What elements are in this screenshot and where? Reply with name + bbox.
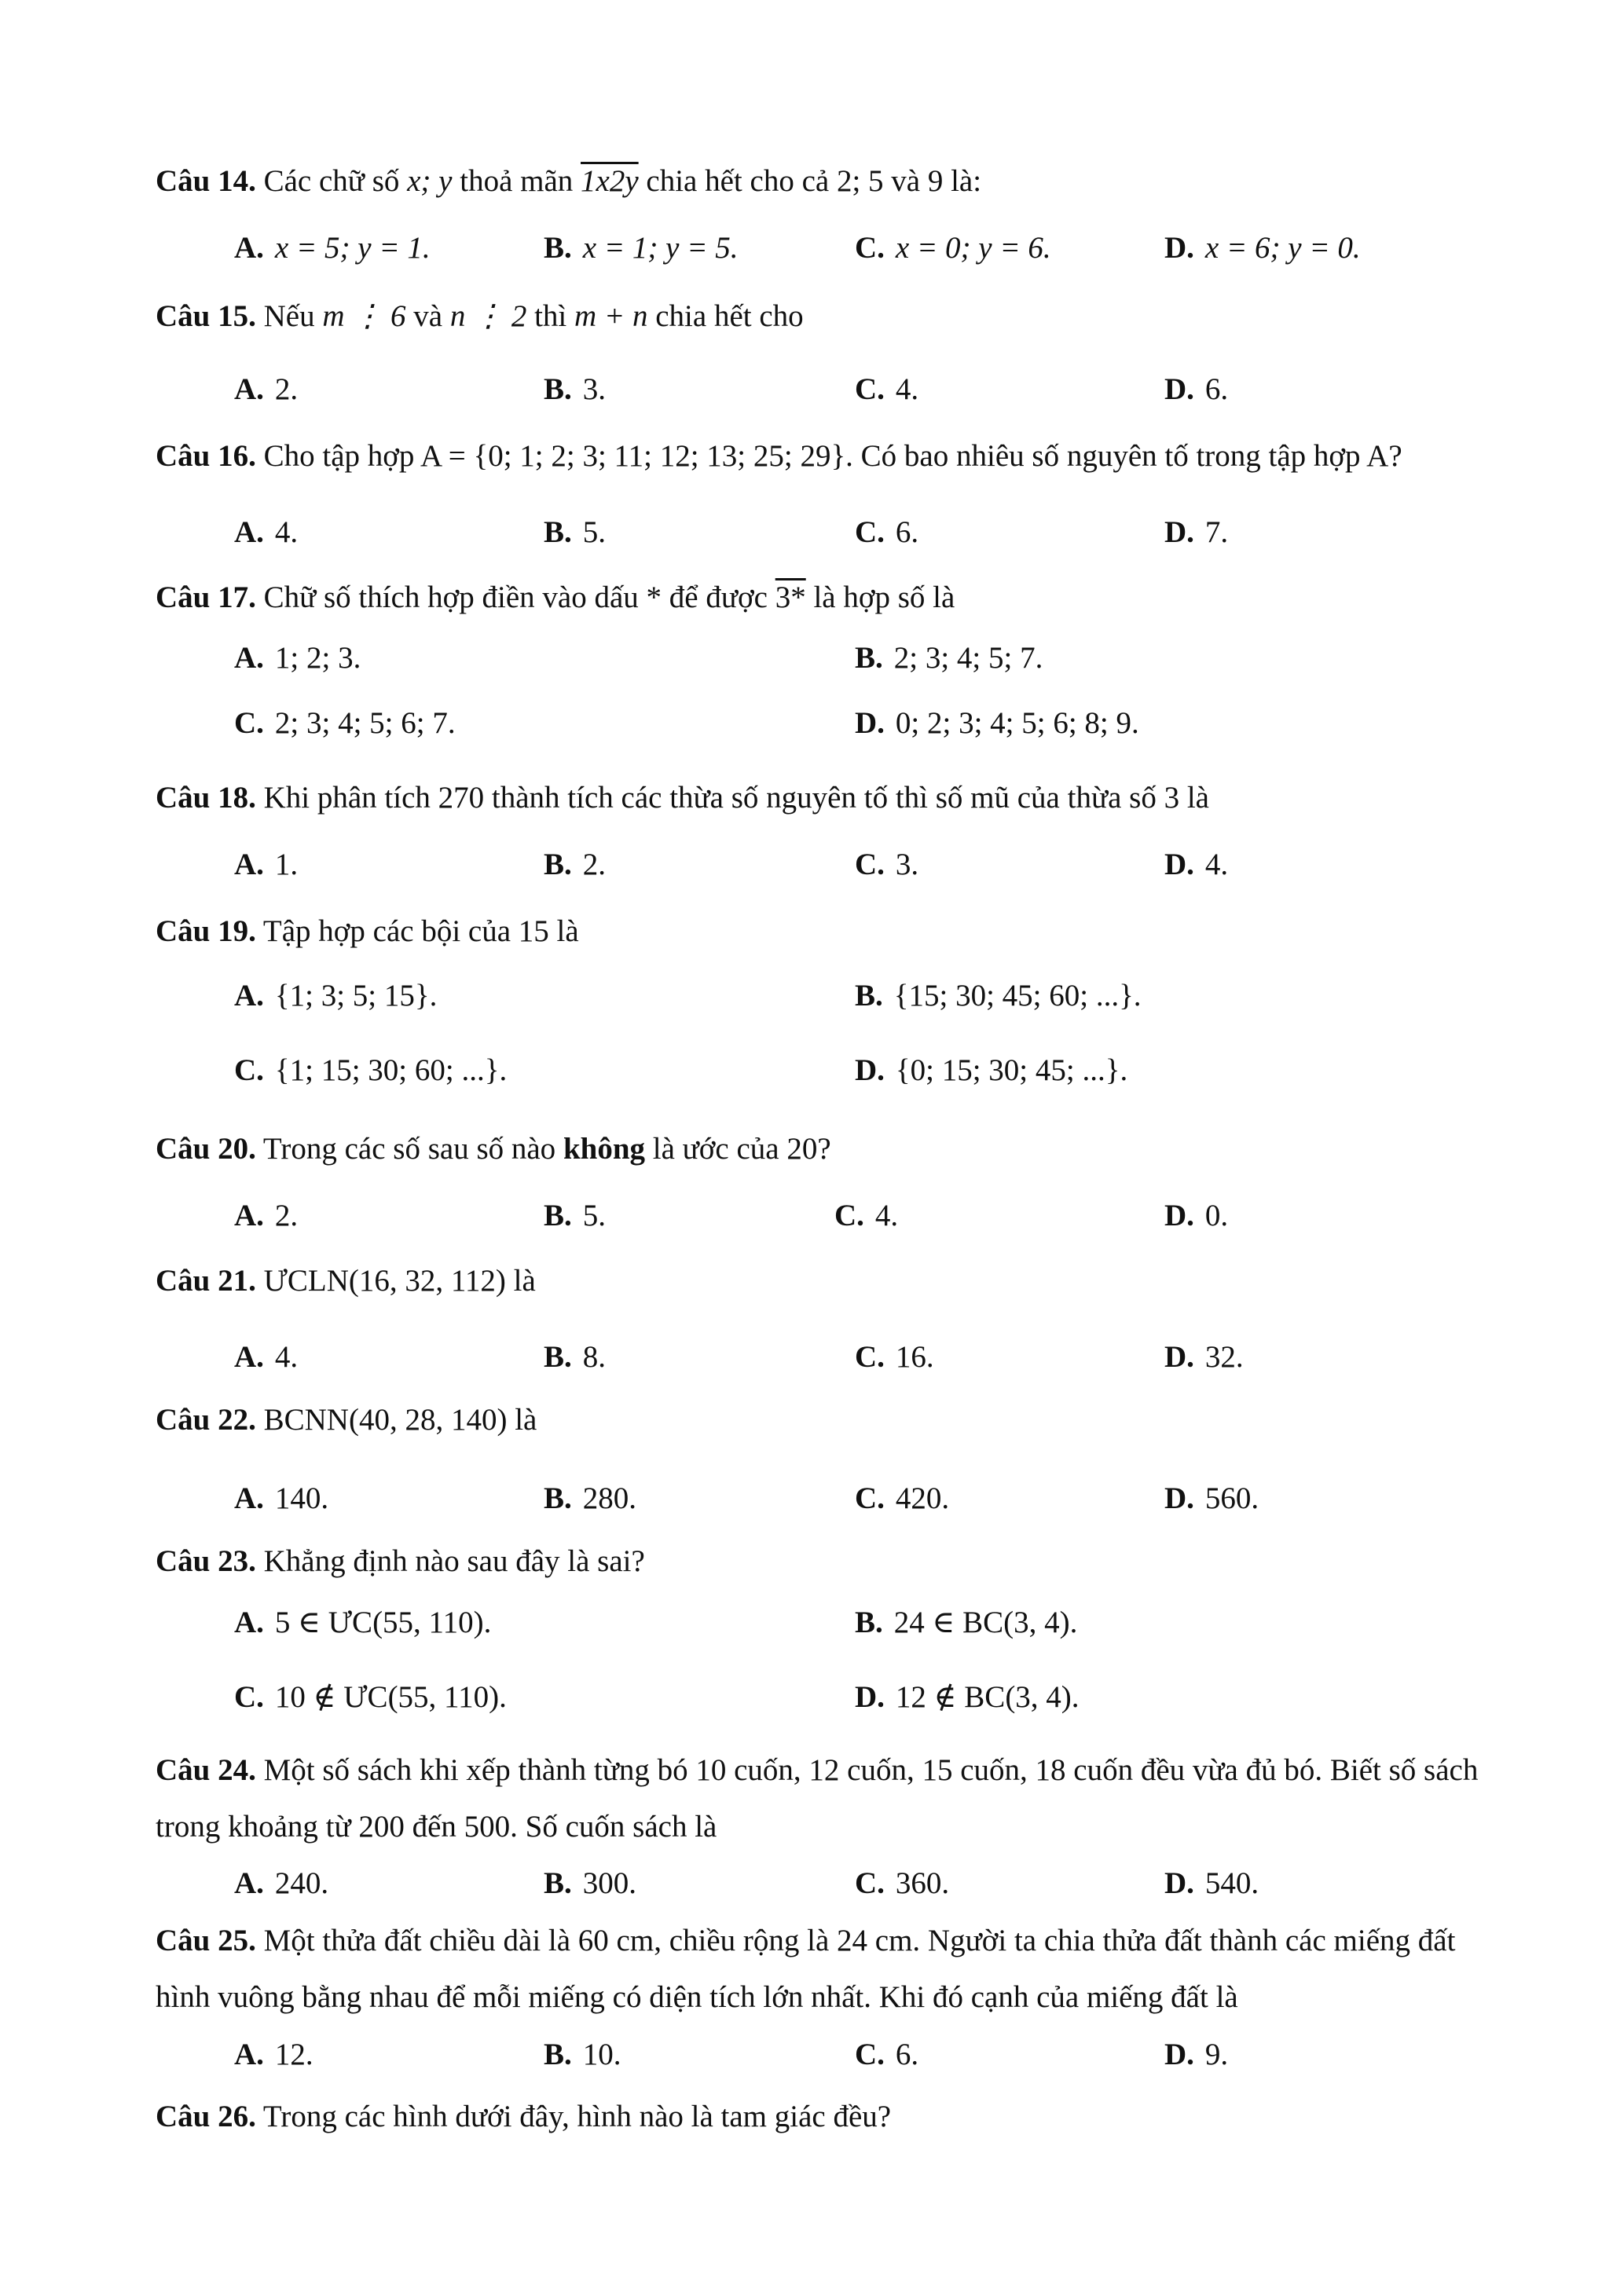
option-d: D. 7.: [1164, 515, 1229, 549]
question-25: [156, 1913, 1483, 2026]
option-a: A. x = 5; y = 1.: [234, 231, 431, 265]
question-18: [156, 780, 1209, 817]
question-17: [156, 580, 955, 617]
option-a: A. 1; 2; 3.: [234, 641, 361, 675]
question-22: [156, 1402, 537, 1439]
option-c: C. 10 ∉ ƯC(55, 110).: [234, 1680, 507, 1714]
question-26: [156, 2099, 891, 2136]
question-text: chia hết cho: [655, 299, 804, 333]
option-c: C. 6.: [855, 515, 919, 549]
option-b: B. 3.: [544, 372, 607, 406]
question-text: Khẳng định nào sau đây là sai?: [263, 1544, 645, 1578]
overlined-number: 3*: [775, 580, 806, 614]
option-d: D. 0; 2; 3; 4; 5; 6; 8; 9.: [855, 706, 1139, 740]
option-d: D. 6.: [1164, 372, 1229, 406]
question-label: Câu 25.: [156, 1924, 256, 1957]
option-c: C. x = 0; y = 6.: [855, 231, 1051, 265]
option-a: A. 1.: [234, 848, 299, 881]
option-a: A. 5 ∈ ƯC(55, 110).: [234, 1606, 492, 1639]
option-b: B. 2.: [544, 848, 607, 881]
question-23: [156, 1543, 645, 1580]
question-text: Một thửa đất chiều dài là 60 cm, chiều rộng là 24 cm. Người ta chia thửa đất thành các miếng đất hình vuông bằng nhau để mỗi miếng có diện tích lớn nhất. Khi đó cạnh của miếng đất là: [156, 1924, 1456, 2014]
question-label: Câu 18.: [156, 781, 256, 815]
question-text: Các chữ số: [263, 164, 400, 198]
math-expression: n ⋮ 2: [449, 299, 527, 333]
question-label: Câu 15.: [156, 299, 256, 333]
option-a: A. 2.: [234, 1199, 299, 1232]
option-d: D. 9.: [1164, 2038, 1229, 2071]
option-d: D. 0.: [1164, 1199, 1229, 1232]
overlined-number: 1x2y: [581, 164, 639, 198]
question-text: ƯCLN(16, 32, 112) là: [263, 1264, 536, 1298]
question-text: là hợp số là: [813, 580, 955, 614]
question-text: Tập hợp các bội của 15 là: [262, 914, 579, 948]
option-c: C. {1; 15; 30; 60; ...}.: [234, 1053, 508, 1087]
math-expression: x; y: [407, 164, 453, 198]
option-b: B. 5.: [544, 1199, 607, 1232]
question-15: [156, 298, 804, 335]
question-text: Trong các số sau số nào: [262, 1132, 556, 1166]
question-text: Cho tập hợp A = {0; 1; 2; 3; 11; 12; 13; 25; 29}. Có bao nhiêu số nguyên tố trong tập hợp A?: [263, 439, 1402, 473]
option-a: A. 2.: [234, 372, 299, 406]
math-expression: m + n: [574, 299, 648, 333]
option-c: C. 2; 3; 4; 5; 6; 7.: [234, 706, 456, 740]
question-text: BCNN(40, 28, 140) là: [263, 1403, 537, 1437]
question-label: Câu 16.: [156, 439, 256, 473]
question-19: [156, 914, 579, 950]
question-label: Câu 17.: [156, 580, 256, 614]
question-label: Câu 21.: [156, 1264, 256, 1298]
question-text: Một số sách khi xếp thành từng bó 10 cuốn, 12 cuốn, 15 cuốn, 18 cuốn đều vừa đủ bó. Biết số sách trong khoảng từ 200 đến 500. Số cuốn sách là: [156, 1753, 1479, 1844]
question-text: Chữ số thích hợp điền vào dấu * để được: [263, 580, 768, 614]
question-text: thì: [534, 299, 567, 333]
question-14: [156, 163, 981, 200]
question-text: Khi phân tích 270 thành tích các thừa số nguyên tố thì số mũ của thừa số 3 là: [263, 781, 1209, 815]
math-expression: m ⋮ 6: [322, 299, 406, 333]
option-d: D. 560.: [1164, 1481, 1259, 1515]
question-21: [156, 1263, 536, 1300]
option-b: B. 2; 3; 4; 5; 7.: [855, 641, 1043, 675]
question-label: Câu 22.: [156, 1403, 256, 1437]
option-b: B. {15; 30; 45; 60; ...}.: [855, 979, 1142, 1013]
question-label: Câu 14.: [156, 164, 256, 198]
option-a: A. 12.: [234, 2038, 313, 2071]
question-24: [156, 1742, 1483, 1855]
option-a: A. 140.: [234, 1481, 329, 1515]
question-label: Câu 19.: [156, 914, 256, 948]
question-16: [156, 438, 1402, 475]
option-c: C. 420.: [855, 1481, 950, 1515]
question-text: Trong các hình dưới đây, hình nào là tam giác đều?: [262, 2100, 892, 2133]
question-label: Câu 23.: [156, 1544, 256, 1578]
question-20: [156, 1131, 831, 1168]
question-label: Câu 24.: [156, 1753, 256, 1787]
option-d: D. 32.: [1164, 1340, 1244, 1374]
option-d: D. x = 6; y = 0.: [1164, 231, 1361, 265]
option-c: C. 4.: [855, 372, 919, 406]
option-b: B. 280.: [544, 1481, 637, 1515]
option-c: C. 360.: [855, 1866, 950, 1900]
option-b: B. x = 1; y = 5.: [544, 231, 739, 265]
option-c: C. 6.: [855, 2038, 919, 2071]
question-text: thoả mãn: [460, 164, 574, 198]
option-a: A. {1; 3; 5; 15}.: [234, 979, 438, 1013]
question-text: là ước của 20?: [652, 1132, 831, 1166]
question-label: Câu 26.: [156, 2100, 256, 2133]
option-c: C. 4.: [834, 1199, 899, 1232]
option-b: B. 24 ∈ BC(3, 4).: [855, 1606, 1078, 1639]
option-a: A. 240.: [234, 1866, 329, 1900]
question-label: Câu 20.: [156, 1132, 256, 1166]
option-d: D. 4.: [1164, 848, 1229, 881]
option-a: A. 4.: [234, 515, 299, 549]
option-b: B. 300.: [544, 1866, 637, 1900]
option-b: B. 10.: [544, 2038, 621, 2071]
option-b: B. 8.: [544, 1340, 607, 1374]
option-c: C. 3.: [855, 848, 919, 881]
option-a: A. 4.: [234, 1340, 299, 1374]
question-text: và: [413, 299, 443, 333]
option-d: D. 12 ∉ BC(3, 4).: [855, 1680, 1080, 1714]
question-text: Nếu: [263, 299, 315, 333]
option-c: C. 16.: [855, 1340, 934, 1374]
option-d: D. 540.: [1164, 1866, 1259, 1900]
option-b: B. 5.: [544, 515, 607, 549]
option-d: D. {0; 15; 30; 45; ...}.: [855, 1053, 1128, 1087]
emphasis-text: không: [563, 1132, 646, 1166]
question-text: chia hết cho cả 2; 5 và 9 là:: [646, 164, 982, 198]
